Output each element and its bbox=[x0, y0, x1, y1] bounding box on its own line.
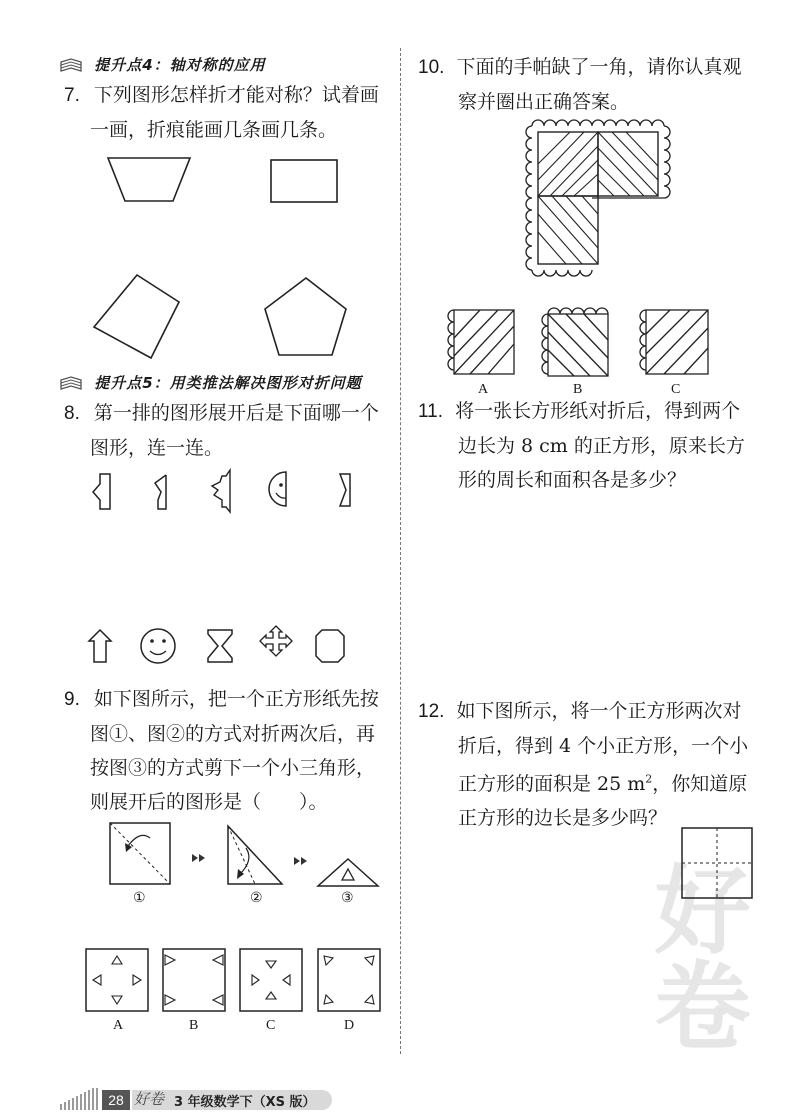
question-text: 下面的手帕缺了一角，请你认真观 bbox=[456, 56, 742, 78]
option-label: A bbox=[478, 382, 489, 397]
question-text: 如下图所示，将一个正方形两次对 bbox=[456, 700, 742, 722]
question-number: 8. bbox=[64, 403, 80, 424]
option-a-figure bbox=[86, 949, 148, 1011]
question-text: 正方形的面积是 25 $m^2$，你知道原 bbox=[458, 773, 748, 796]
option-label: C bbox=[266, 1018, 276, 1033]
question-text: 边长为 8 cm 的正方形，原来长方 bbox=[458, 435, 745, 457]
option-label: B bbox=[573, 382, 583, 397]
footer-bars-icon bbox=[60, 1088, 100, 1110]
step-label: ③ bbox=[341, 891, 354, 906]
option-label: D bbox=[344, 1018, 355, 1033]
option-label: B bbox=[189, 1018, 199, 1033]
question-text: 按图③的方式剪下一个小三角形， bbox=[90, 757, 376, 779]
question-text: 第一排的图形展开后是下面哪一个 bbox=[93, 402, 379, 424]
question-text: 一画，折痕能画几条画几条。 bbox=[90, 119, 338, 141]
question-text: 将一张长方形纸对折后，得到两个 bbox=[455, 400, 741, 422]
option-c-figure bbox=[240, 949, 302, 1011]
page-number: 28 bbox=[102, 1090, 130, 1110]
question-text: 正方形的边长是多少吗？ bbox=[458, 807, 668, 830]
footer-logo: 好卷 bbox=[134, 1090, 165, 1108]
option-label: A bbox=[113, 1018, 124, 1033]
question-number: 12. bbox=[418, 701, 445, 722]
question-number: 9. bbox=[64, 689, 80, 710]
step-label: ② bbox=[250, 891, 263, 906]
question-text: 折后，得到 4 个小正方形，一个小 bbox=[458, 735, 749, 757]
section-title: 提升点4：轴对称的应用 bbox=[94, 56, 266, 74]
question-number: 7. bbox=[64, 85, 80, 106]
watermark: 好卷 bbox=[639, 860, 751, 1052]
question-text: 下列图形怎样折才能对称？试着画 bbox=[93, 84, 379, 106]
question-text: 形的周长和面积各是多少？ bbox=[458, 469, 687, 491]
section-title: 提升点5：用类推法解决图形对折问题 bbox=[94, 374, 362, 392]
question-text: 如下图所示，把一个正方形纸先按 bbox=[93, 688, 379, 710]
question-number: 11. bbox=[418, 401, 444, 422]
option-b-figure bbox=[163, 949, 225, 1011]
option-label: C bbox=[671, 382, 681, 397]
question-text: 图①、图②的方式对折两次后，再 bbox=[90, 723, 376, 745]
question-number: 10. bbox=[418, 57, 445, 78]
question-text: 察并圈出正确答案。 bbox=[458, 91, 630, 113]
question-text: 图形，连一连。 bbox=[90, 437, 224, 459]
footer-text: 3 年级数学下（XS 版） bbox=[174, 1095, 316, 1110]
question-text: 则展开后的图形是（ ）。 bbox=[90, 791, 328, 813]
option-d-figure bbox=[318, 949, 380, 1011]
step-label: ① bbox=[133, 891, 146, 906]
